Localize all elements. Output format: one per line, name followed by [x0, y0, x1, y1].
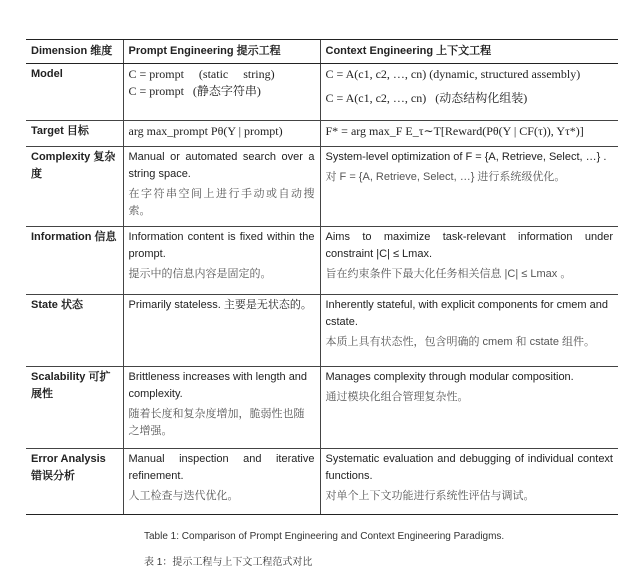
table-caption-zh: 表 1：提示工程与上下文工程范式对比: [144, 557, 313, 568]
row-prompt-cell: [123, 147, 320, 227]
table-header-row: [26, 40, 618, 64]
row-context-cell: [320, 147, 618, 227]
row-context-cell: [320, 227, 618, 295]
row-dimension-label: Scalability 可扩展性: [26, 367, 123, 449]
header-prompt-engineering: Prompt Engineering 提示工程: [123, 40, 320, 64]
row-prompt-cell: [123, 367, 320, 449]
row-prompt-cell: [123, 227, 320, 295]
row-context-en: Inherently stateful, with explicit components for cmem and cstate.: [325, 299, 608, 328]
table-row: [26, 295, 618, 367]
row-prompt-en: Manual inspection and iterative refinement.: [128, 453, 315, 482]
row-context-en: C = A(c1, c2, …, cn) (dynamic, structured assembly): [325, 67, 581, 81]
row-dimension-label: Target 目标: [26, 121, 123, 147]
row-context-en: Aims to maximize task-relevant information under constraint |C| ≤ Lmax.: [325, 231, 613, 260]
row-context-cell: [320, 449, 618, 515]
row-context-zh: 本质上具有状态性，包含明确的 cmem 和 cstate 组件。: [325, 336, 596, 348]
row-prompt-cell: [123, 64, 320, 121]
table-row: [26, 367, 618, 449]
row-context-cell: [320, 64, 618, 121]
row-prompt-en: Primarily stateless. 主要是无状态的。: [128, 299, 312, 311]
row-context-en: System-level optimization of F = {A, Retrieve, Select, …} .: [325, 151, 607, 163]
row-prompt-zh: 提示中的信息内容是固定的。: [128, 268, 272, 280]
row-prompt-zh: 人工检查与迭代优化。: [128, 490, 239, 502]
row-dimension-label: Information 信息: [26, 227, 123, 295]
row-dimension-label: Error Analysis 错误分析: [26, 449, 123, 515]
row-context-en: Systematic evaluation and debugging of individual context functions.: [325, 453, 613, 482]
row-context-zh: 旨在约束条件下最大化任务相关信息 |C| ≤ Lmax 。: [325, 268, 572, 280]
row-prompt-en: Manual or automated search over a string space.: [128, 151, 315, 180]
row-context-cell: [320, 367, 618, 449]
header-dimension: Dimension 维度: [26, 40, 123, 64]
table-row: [26, 147, 618, 227]
row-context-zh: 对 F = {A, Retrieve, Select, …} 进行系统级优化。: [325, 171, 566, 183]
row-prompt-cell: [123, 449, 320, 515]
row-dimension-label: Complexity 复杂度: [26, 147, 123, 227]
table-row: [26, 227, 618, 295]
comparison-table: [26, 39, 618, 515]
row-context-zh: 对单个上下文功能进行系统性评估与调试。: [325, 490, 535, 502]
row-prompt-zh: 在字符串空间上进行手动或自动搜索。: [128, 188, 315, 217]
row-context-cell: [320, 295, 618, 367]
row-prompt-cell: [123, 295, 320, 367]
row-prompt-en: Brittleness increases with length and complexity.: [128, 371, 308, 400]
row-context-zh: C = A(c1, c2, …, cn) (动态结构化组装): [325, 91, 528, 105]
row-dimension-label: State 状态: [26, 295, 123, 367]
row-prompt-zh: C = prompt (静态字符串): [128, 84, 261, 98]
row-prompt-en: C = prompt (static string): [128, 67, 275, 81]
row-context-en: Manages complexity through modular composition.: [325, 371, 574, 383]
table-caption-en: Table 1: Comparison of Prompt Engineering and Context Engineering Paradigms.: [144, 531, 505, 542]
header-context-engineering: Context Engineering 上下文工程: [320, 40, 618, 64]
row-prompt-en: arg max_prompt Pθ(Y | prompt): [128, 124, 283, 138]
row-prompt-en: Information content is fixed within the prompt.: [128, 231, 315, 260]
row-prompt-zh: 随着长度和复杂度增加，脆弱性也随之增强。: [128, 408, 305, 437]
row-context-en: F* = arg max_F E_τ∼T[Reward(Pθ(Y | CF(τ)), Yτ*)]: [325, 124, 584, 138]
row-context-zh: 通过模块化组合管理复杂性。: [325, 391, 469, 403]
row-dimension-label: Model: [26, 64, 123, 121]
row-context-cell: [320, 121, 618, 147]
row-prompt-cell: [123, 121, 320, 147]
table-row: [26, 449, 618, 515]
table-row: [26, 121, 618, 147]
table-row: [26, 64, 618, 121]
